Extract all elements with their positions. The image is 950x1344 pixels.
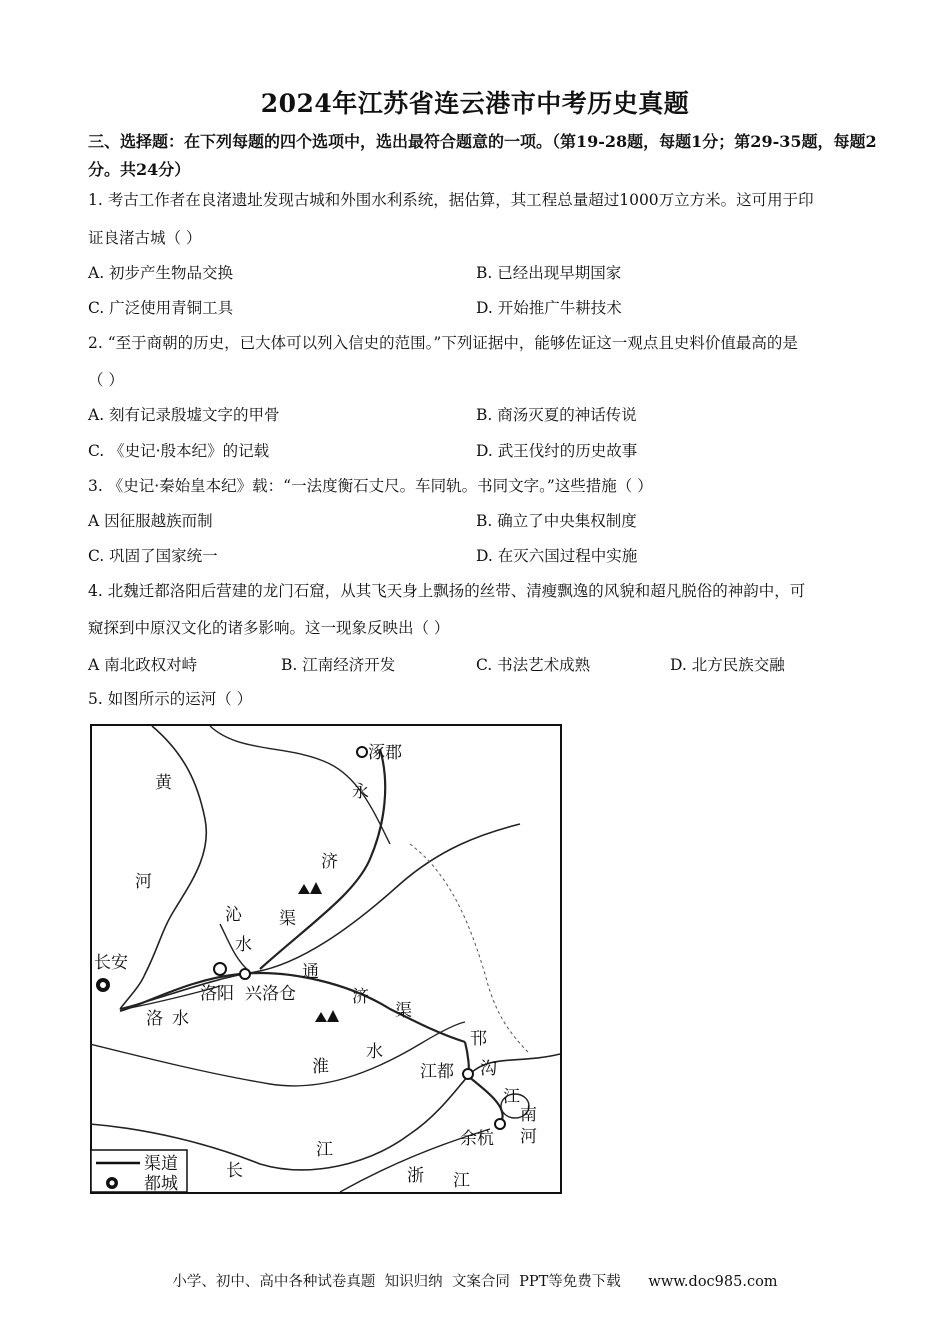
question-3-option-b[interactable]: B. 确立了中央集权制度 [476, 512, 637, 530]
question-4-option-d[interactable]: D. 北方民族交融 [670, 656, 785, 674]
label-tong: 通 [302, 962, 319, 982]
zhuojun-marker [357, 747, 367, 757]
label-gou: 沟 [480, 1059, 497, 1079]
question-4-option-a[interactable]: A 南北政权对峙 [88, 656, 198, 674]
label-jiang-yangtze: 江 [316, 1140, 333, 1160]
label-shui-huai: 水 [366, 1042, 383, 1062]
label-he-canal: 河 [520, 1127, 537, 1147]
jiangdu-marker [463, 1069, 473, 1079]
question-3-option-d[interactable]: D. 在灭六国过程中实施 [476, 547, 638, 565]
label-huai: 淮 [312, 1057, 329, 1077]
label-chang: 长 [226, 1161, 243, 1181]
label-changan: 长安 [94, 953, 128, 973]
label-zhuojun: 涿郡 [368, 743, 402, 763]
question-1-option-c[interactable]: C. 广泛使用青铜工具 [88, 299, 234, 317]
label-luo: 洛 [146, 1009, 163, 1029]
xingluocang-marker [240, 969, 250, 979]
label-han: 邗 [470, 1029, 487, 1049]
map-frame [91, 725, 561, 1193]
label-ji-north: 济 [321, 852, 338, 872]
question-2-option-a[interactable]: A. 刻有记录殷墟文字的甲骨 [88, 406, 280, 424]
label-xingluocang: 兴洛仓 [245, 984, 296, 1004]
label-yuhang: 余杭 [460, 1129, 494, 1149]
question-4-stem-cont: 窥探到中原汉文化的诸多影响。这一现象反映出（ ） [88, 619, 450, 637]
question-1-stem-cont: 证良渚古城（ ） [88, 229, 202, 247]
label-he: 河 [135, 872, 152, 892]
question-2-option-c[interactable]: C. 《史记·殷本纪》的记载 [88, 442, 270, 460]
label-jiang-canal: 江 [503, 1087, 520, 1107]
map-legend [91, 1150, 187, 1194]
question-4-stem: 4. 北魏迁都洛阳后营建的龙门石窟，从其飞天身上飘扬的丝带、清瘦飘逸的风貌和超凡脱俗的神韵中，可 [88, 582, 806, 600]
question-1-option-a[interactable]: A. 初步产生物品交换 [88, 264, 234, 282]
label-qin: 沁 [225, 905, 242, 925]
label-zhe: 浙 [407, 1166, 424, 1186]
question-1-option-b[interactable]: B. 已经出现早期国家 [476, 264, 622, 282]
question-5-stem: 5. 如图所示的运河（ ） [88, 690, 253, 708]
question-2-stem: 2. “至于商朝的历史，已大体可以列入信史的范围。”下列证据中，能够佐证这一观点且史料价值最高的是 [88, 334, 798, 352]
label-huang: 黄 [155, 773, 172, 793]
legend-capital-label: 都城 [144, 1174, 178, 1194]
question-4-option-b[interactable]: B. 江南经济开发 [281, 656, 396, 674]
label-luoyang: 洛阳 [200, 984, 234, 1004]
section-heading: 三、选择题：在下列每题的四个选项中，选出最符合题意的一项。（第19-28题，每题1分；第29-35题，每题2分。共24分） [88, 132, 877, 179]
label-qu-north: 渠 [279, 909, 296, 929]
question-1-stem: 1. 考古工作者在良渚遗址发现古城和外围水利系统，据估算，其工程总量超过1000万立方米。这可用于印 [88, 191, 814, 209]
legend-canal-label: 渠道 [144, 1154, 178, 1174]
label-nan: 南 [520, 1105, 537, 1125]
yuhang-marker [495, 1119, 505, 1129]
label-shui-qin: 水 [235, 935, 252, 955]
label-qu-south: 渠 [395, 1001, 412, 1021]
question-3-option-c[interactable]: C. 巩固了国家统一 [88, 547, 218, 565]
question-2-option-d[interactable]: D. 武王伐纣的历史故事 [476, 442, 638, 460]
question-3-option-a[interactable]: A 因征服越族而制 [88, 512, 213, 530]
question-4-option-c[interactable]: C. 书法艺术成熟 [476, 656, 591, 674]
page-footer: 小学、初中、高中各种试卷真题 知识归纳 文案合同 PPT等免费下载 www.doc985.com [172, 1274, 778, 1290]
question-1-option-d[interactable]: D. 开始推广牛耕技术 [476, 299, 622, 317]
question-2-stem-cont: （ ） [88, 371, 124, 389]
question-2-option-b[interactable]: B. 商汤灭夏的神话传说 [476, 406, 637, 424]
page-title: 2024年江苏省连云港市中考历史真题 [260, 89, 690, 118]
label-ji-south: 济 [352, 987, 369, 1007]
grand-canal-map [90, 724, 562, 1194]
label-shui-luo: 水 [172, 1009, 189, 1029]
label-jiang-zhe: 江 [453, 1171, 470, 1191]
label-yong: 永 [352, 782, 369, 802]
question-3-stem: 3. 《史记·秦始皇本纪》载：“一法度衡石丈尺。车同轨。书同文字。”这些措施（ ） [88, 477, 653, 495]
luoyang-marker [214, 963, 226, 975]
label-jiangdu: 江都 [420, 1062, 454, 1082]
